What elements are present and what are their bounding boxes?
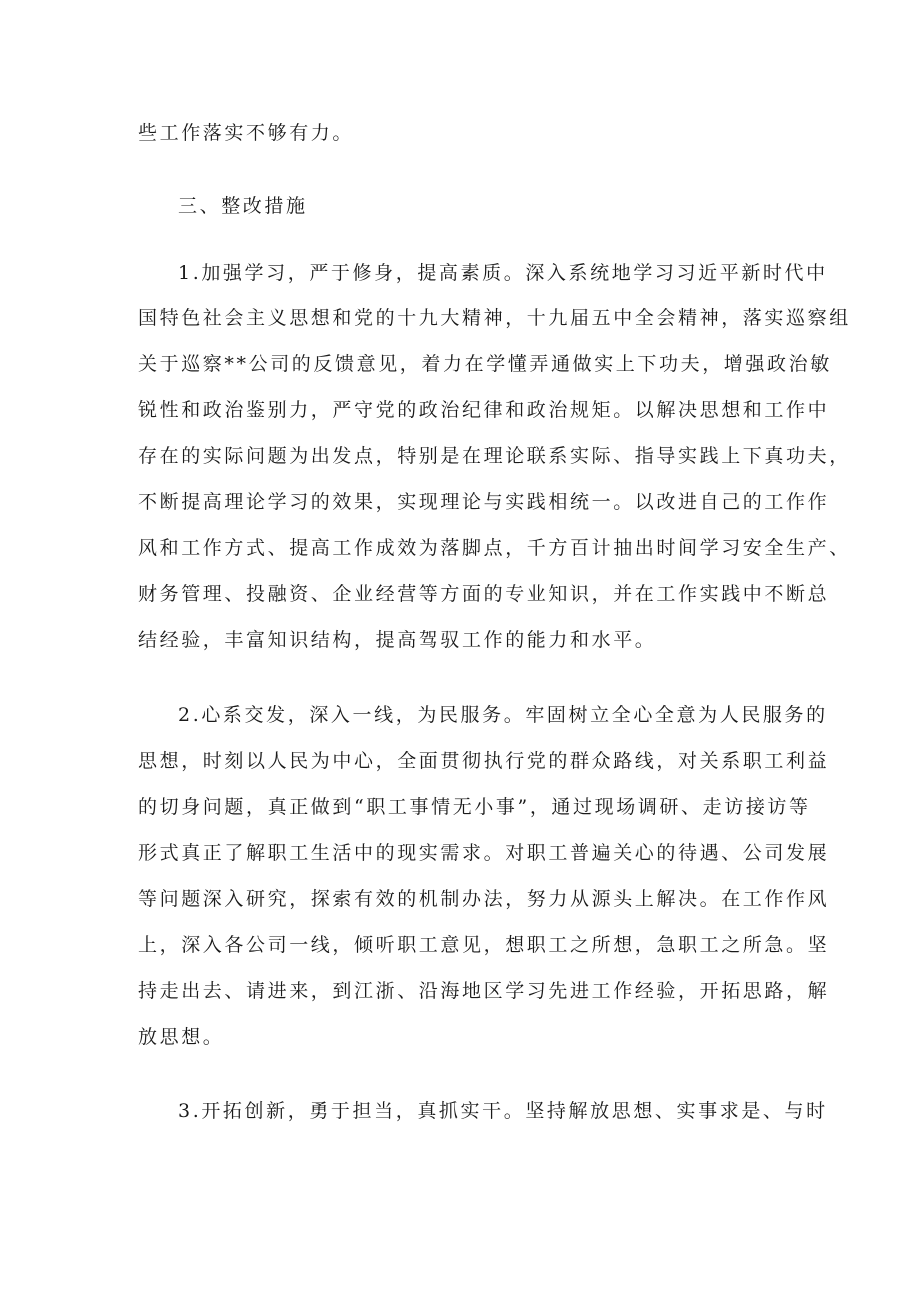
paragraph-1-line: 锐性和政治鉴别力，严守党的政治纪律和政治规矩。以解决思想和工作中 bbox=[138, 399, 830, 421]
text-line: 些工作落实不够有力。 bbox=[138, 122, 355, 144]
paragraph-2-line: 上，深入各公司一线，倾听职工意见，想职工之所想，急职工之所急。坚 bbox=[138, 934, 830, 956]
paragraph-1-line: 结经验，丰富知识结构，提高驾驭工作的能力和水平。 bbox=[138, 629, 657, 651]
paragraph-2-line: 思想，时刻以人民为中心，全面贯彻执行党的群众路线，对关系职工利益 bbox=[138, 750, 830, 772]
paragraph-1-line: 关于巡察**公司的反馈意见，着力在学懂弄通做实上下功夫，增强政治敏 bbox=[138, 353, 832, 375]
paragraph-2-line: 形式真正了解职工生活中的现实需求。对职工普遍关心的待遇、公司发展 bbox=[138, 842, 830, 864]
paragraph-1-line: 财务管理、投融资、企业经营等方面的专业知识，并在工作实践中不断总 bbox=[138, 583, 830, 605]
paragraph-2-line: 放思想。 bbox=[138, 1026, 225, 1048]
paragraph-1-line: 风和工作方式、提高工作成效为落脚点，千方百计抽出时间学习安全生产、 bbox=[138, 537, 851, 559]
section-heading: 三、整改措施 bbox=[178, 195, 308, 217]
paragraph-2-line: 等问题深入研究，探索有效的机制办法，努力从源头上解决。在工作作风 bbox=[138, 888, 830, 910]
paragraph-2-line: 2.心系交发，深入一线，为民服务。牢固树立全心全意为人民服务的 bbox=[178, 704, 828, 726]
paragraph-3-line: 3.开拓创新，勇于担当，真抓实干。坚持解放思想、实事求是、与时 bbox=[178, 1100, 828, 1122]
paragraph-2-line: 持走出去、请进来，到江浙、沿海地区学习先进工作经验，开拓思路，解 bbox=[138, 980, 830, 1002]
paragraph-1-line: 存在的实际问题为出发点，特别是在理论联系实际、指导实践上下真功夫， bbox=[138, 445, 851, 467]
paragraph-1-line: 国特色社会主义思想和党的十九大精神，十九届五中全会精神，落实巡察组 bbox=[138, 307, 851, 329]
paragraph-1-line: 1.加强学习，严于修身，提高素质。深入系统地学习习近平新时代中 bbox=[178, 262, 828, 284]
paragraph-1-line: 不断提高理论学习的效果，实现理论与实践相统一。以改进自己的工作作 bbox=[138, 491, 830, 513]
paragraph-2-line: 的切身问题，真正做到“职工事情无小事”，通过现场调研、走访接访等 bbox=[138, 796, 811, 818]
